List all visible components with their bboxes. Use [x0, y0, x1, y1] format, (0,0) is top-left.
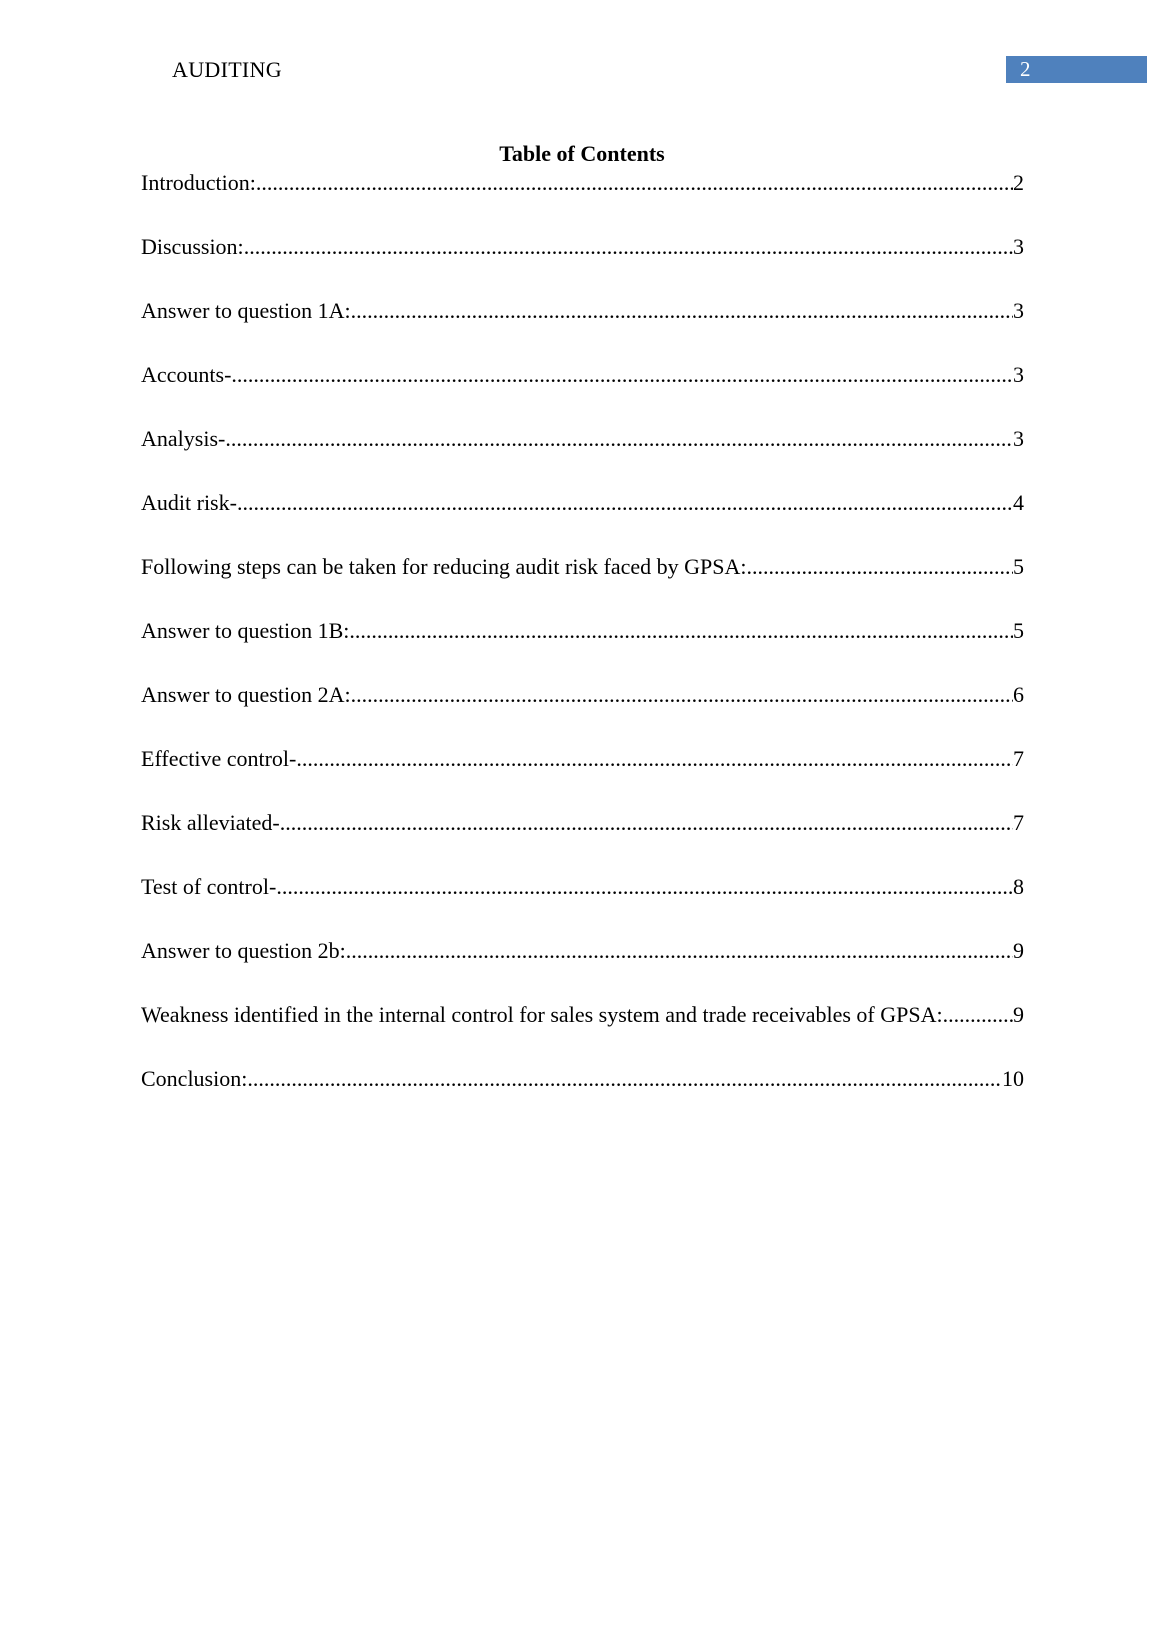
toc-dot-leader: [746, 553, 1013, 581]
toc-dot-leader: [247, 1065, 1002, 1093]
toc-dot-leader: [351, 681, 1013, 709]
page-number-badge: [1006, 56, 1147, 83]
toc-entry-weakness-identified[interactable]: [141, 1001, 1024, 1065]
toc-entry-text: Introduction:: [141, 170, 256, 195]
toc-entry-conclusion[interactable]: [141, 1065, 1024, 1129]
toc-entry-text: Test of control-: [141, 874, 277, 899]
toc-entry-text: Weakness identified in the internal control for sales system and trade receivables of GPSA:: [141, 1002, 943, 1027]
toc-entry-text: Analysis-: [141, 426, 226, 451]
toc-entry-text: Accounts-: [141, 362, 232, 387]
toc-entry-text: Answer to question 2b:: [141, 938, 346, 963]
toc-dot-leader: [349, 617, 1013, 645]
toc-dot-leader: [231, 361, 1013, 389]
toc-dot-leader: [346, 937, 1013, 965]
toc-entry-answer-2b[interactable]: [141, 937, 1024, 1001]
toc-entry-audit-risk[interactable]: [141, 489, 1024, 553]
toc-dot-leader: [237, 489, 1013, 517]
table-of-contents: [141, 169, 1024, 1129]
toc-entry-accounts[interactable]: [141, 361, 1024, 425]
toc-entry-risk-alleviated[interactable]: [141, 809, 1024, 873]
toc-entry-text: Audit risk-: [141, 490, 237, 515]
toc-entry-page: 10: [1002, 1066, 1024, 1091]
toc-entry-answer-1a[interactable]: [141, 297, 1024, 361]
toc-dot-leader: [943, 1001, 1013, 1029]
toc-dot-leader: [296, 745, 1013, 773]
toc-entry-page: 7: [1013, 746, 1024, 771]
toc-dot-leader: [244, 233, 1013, 261]
toc-dot-leader: [280, 809, 1013, 837]
toc-entry-text: Answer to question 2A:: [141, 682, 351, 707]
toc-entry-page: 8: [1013, 874, 1024, 899]
toc-entry-effective-control[interactable]: [141, 745, 1024, 809]
toc-entry-page: 5: [1013, 554, 1024, 579]
toc-dot-leader: [225, 425, 1013, 453]
toc-entry-page: 4: [1013, 490, 1024, 515]
toc-dot-leader: [276, 873, 1013, 901]
toc-dot-leader: [256, 169, 1013, 197]
toc-entry-page: 5: [1013, 618, 1024, 643]
toc-entry-reducing-audit-risk[interactable]: [141, 553, 1024, 617]
toc-entry-answer-1b[interactable]: [141, 617, 1024, 681]
running-header-title: AUDITING: [172, 57, 282, 82]
toc-entry-text: Effective control-: [141, 746, 297, 771]
toc-entry-page: 6: [1013, 682, 1024, 707]
toc-entry-answer-2a[interactable]: [141, 681, 1024, 745]
toc-entry-page: 3: [1013, 234, 1024, 259]
toc-entry-page: 2: [1013, 170, 1024, 195]
toc-entry-text: Following steps can be taken for reducing audit risk faced by GPSA:: [141, 554, 747, 579]
toc-entry-text: Answer to question 1A:: [141, 298, 351, 323]
toc-entry-text: Conclusion:: [141, 1066, 248, 1091]
toc-entry-test-of-control[interactable]: [141, 873, 1024, 937]
toc-entry-text: Risk alleviated-: [141, 810, 280, 835]
toc-entry-analysis[interactable]: [141, 425, 1024, 489]
toc-heading: Table of Contents: [499, 141, 665, 166]
toc-entry-introduction[interactable]: [141, 169, 1024, 233]
toc-entry-discussion[interactable]: [141, 233, 1024, 297]
page-number: 2: [1020, 57, 1031, 81]
toc-entry-page: 3: [1013, 362, 1024, 387]
toc-entry-page: 7: [1013, 810, 1024, 835]
toc-entry-page: 3: [1013, 298, 1024, 323]
toc-entry-page: 9: [1013, 938, 1024, 963]
toc-entry-page: 9: [1013, 1002, 1024, 1027]
toc-entry-page: 3: [1013, 426, 1024, 451]
toc-entry-text: Discussion:: [141, 234, 244, 259]
toc-entry-text: Answer to question 1B:: [141, 618, 350, 643]
toc-dot-leader: [351, 297, 1013, 325]
